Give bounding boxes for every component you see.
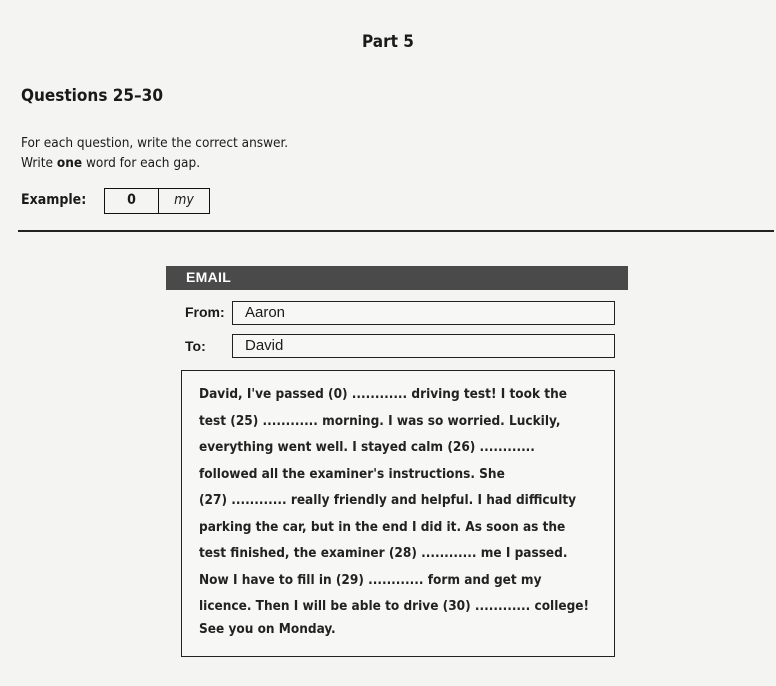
email-line: Now I have to fill in (29) ............ form and get my <box>199 571 542 588</box>
email-line: everything went well. I stayed calm (26) ............ <box>199 439 535 455</box>
email-body <box>181 370 615 657</box>
example-box <box>104 188 210 214</box>
email-line: (27) ............ really friendly and helpful. I had difficulty <box>199 492 577 508</box>
email-line: test (25) ............ morning. I was so worried. Luckily, <box>199 412 561 429</box>
email-line: followed all the examiner's instructions. She <box>199 465 505 482</box>
example-number: 0 <box>105 189 159 213</box>
instruction-line-2 <box>21 153 288 173</box>
email-line: licence. Then I will be able to drive (30) ............ college! <box>199 598 590 614</box>
email-header-bar <box>166 266 628 290</box>
email-header-label: EMAIL <box>186 269 232 285</box>
email-signoff: See you on Monday. <box>199 621 336 637</box>
email-line: David, I've passed (0) ............ driving test! I took the <box>199 386 567 402</box>
email-line: parking the car, but in the end I did it. As soon as the <box>199 518 566 535</box>
instruction-line-1: For each question, write the correct answer. <box>21 135 289 151</box>
section-divider <box>18 230 774 232</box>
example-label: Example: <box>21 192 87 208</box>
part-title: Part 5 <box>362 32 414 52</box>
from-field: Aaron <box>232 301 615 325</box>
email-body-text <box>199 381 609 620</box>
to-field: David <box>232 334 615 358</box>
to-label: To: <box>185 338 206 354</box>
instructions <box>21 133 288 173</box>
email-line: test finished, the examiner (28) ............ me I passed. <box>199 545 568 561</box>
example-answer: my <box>174 192 194 208</box>
questions-title: Questions 25–30 <box>21 86 163 106</box>
instruction-text: word for each gap. <box>82 155 201 171</box>
instruction-emphasis: one <box>56 155 83 171</box>
instruction-text: Write <box>21 155 57 171</box>
from-label: From: <box>185 304 225 320</box>
